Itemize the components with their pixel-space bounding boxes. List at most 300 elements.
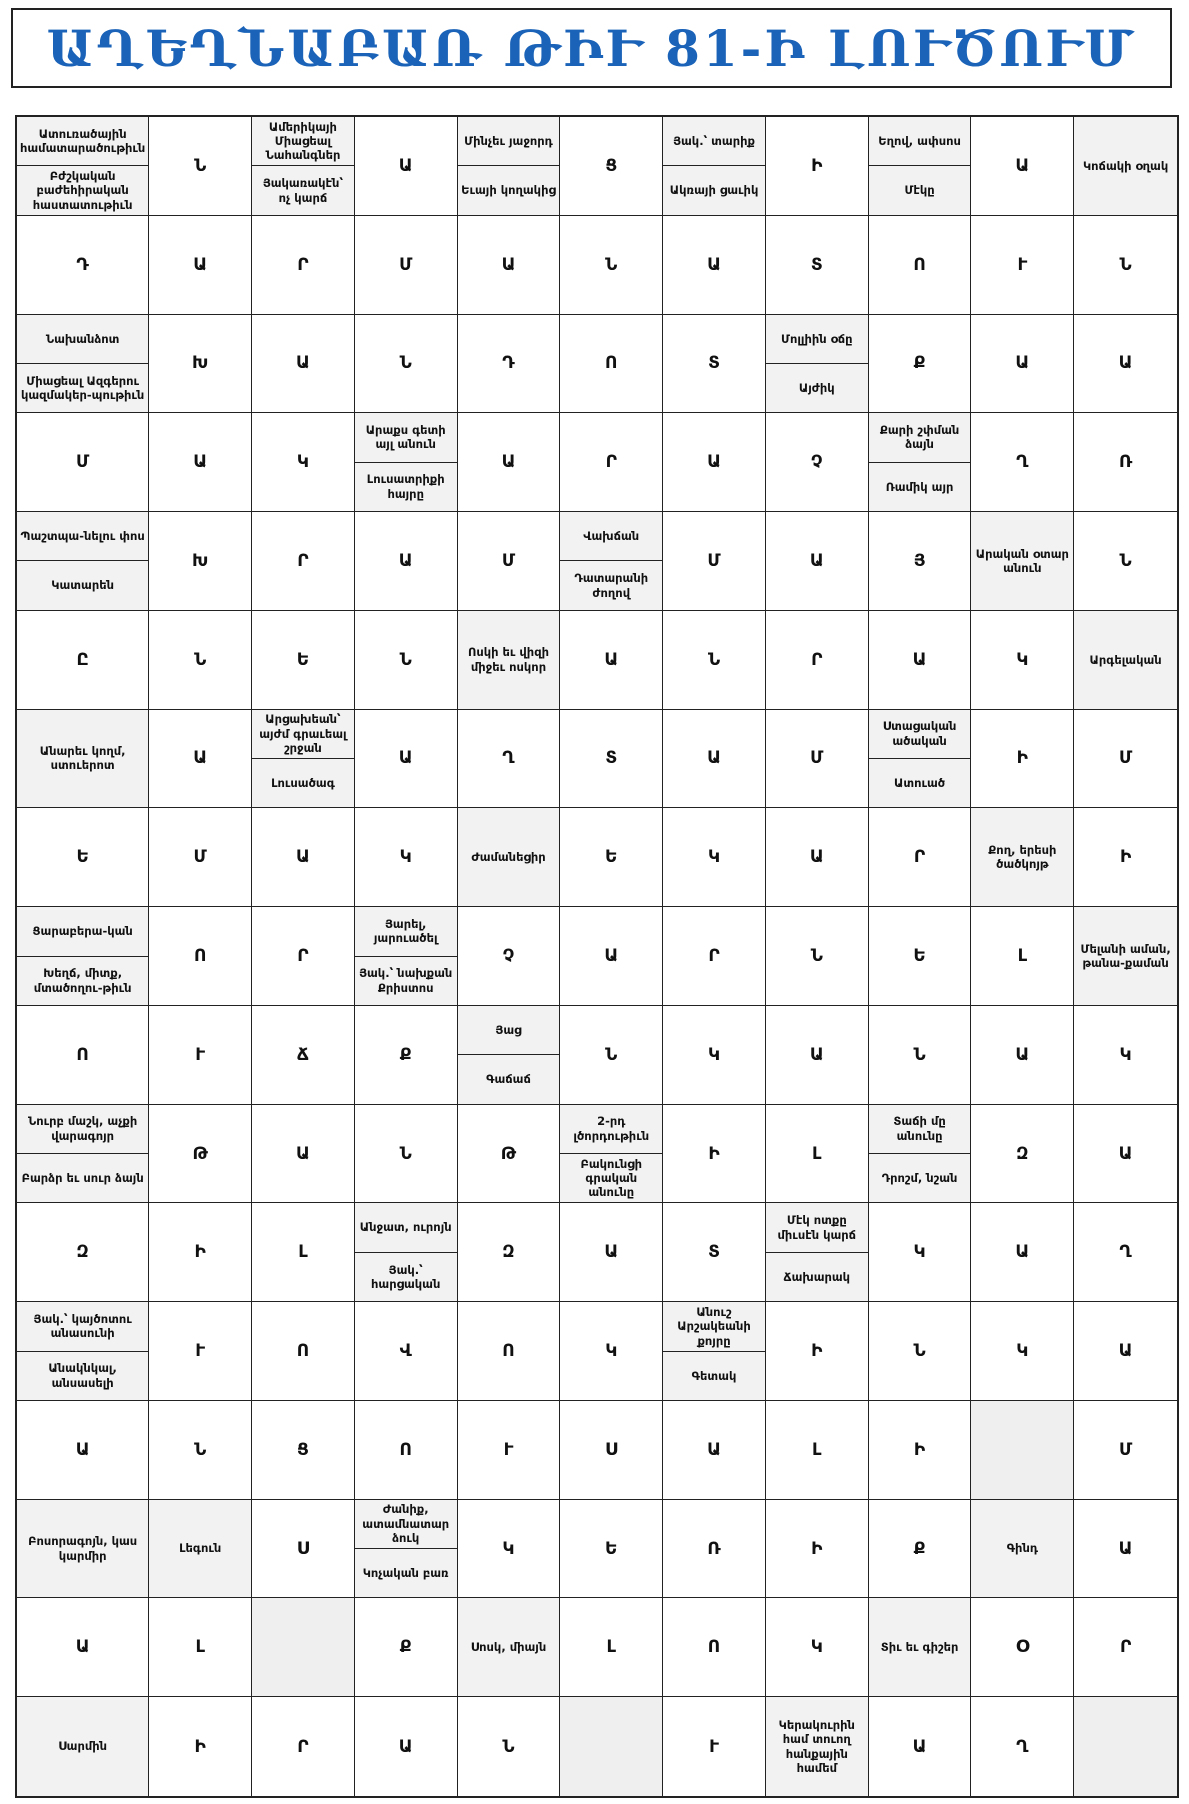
letter: Ո <box>605 353 618 374</box>
clue-cell <box>971 808 1074 907</box>
letter-cell <box>355 710 458 809</box>
letter-cell <box>766 1598 869 1697</box>
letter-cell <box>869 907 972 1006</box>
clue-text: Ոսկի եւ վիզի միջեւ ոսկոր <box>467 645 549 674</box>
clue-cell <box>355 1203 458 1302</box>
clue-text: Կոչական բառ <box>355 1548 457 1597</box>
letter: Ա <box>398 550 413 571</box>
letter-cell <box>149 1302 252 1401</box>
letter: Զ <box>502 1242 515 1263</box>
clue-text: Ժանիք, ատամնատար ձուկ <box>362 1502 450 1546</box>
letter: Ո <box>399 1439 412 1460</box>
letter-cell <box>663 710 766 809</box>
letter-cell <box>1074 1203 1177 1302</box>
letter: Խ <box>192 353 209 374</box>
letter-cell <box>355 216 458 315</box>
letter: Կ <box>810 1637 823 1658</box>
letter: Օ <box>1015 1637 1029 1658</box>
letter: Կ <box>707 847 721 868</box>
letter: Կ <box>1016 1341 1029 1362</box>
letter: Ո <box>913 254 926 275</box>
letter: Ղ <box>502 748 515 769</box>
clue-cell <box>17 315 149 414</box>
letter-cell <box>355 1401 458 1500</box>
letter-cell <box>560 1500 663 1599</box>
clue-cell <box>17 907 149 1006</box>
clue-text: Գետակ <box>663 1351 765 1400</box>
letter: Ա <box>398 1736 413 1757</box>
clue-text: Յաց <box>495 1022 522 1037</box>
letter: Չ <box>502 945 515 966</box>
letter-cell <box>1074 512 1177 611</box>
letter-cell <box>355 1105 458 1204</box>
letter: Ո <box>76 1044 89 1065</box>
clue-cell <box>149 1500 252 1599</box>
letter-cell <box>252 611 355 710</box>
letter: Կ <box>1016 649 1029 670</box>
clue-cell <box>458 1006 561 1105</box>
letter: Ա <box>398 748 413 769</box>
letter: Ս <box>296 1538 310 1559</box>
clue-cell <box>869 1105 972 1204</box>
letter: Ա <box>296 847 310 868</box>
clue-cell <box>971 512 1074 611</box>
clue-text: Դատարանի ժողով <box>560 560 662 609</box>
clue-text: Նախանձոտ <box>45 331 120 346</box>
clue-cell <box>355 1500 458 1599</box>
letter-cell <box>971 710 1074 809</box>
letter: Ս <box>605 1439 618 1460</box>
letter: Մ <box>1118 748 1133 769</box>
clue-text: 2-րդ լծորդութիւն <box>573 1114 650 1143</box>
clue-cell <box>1074 907 1177 1006</box>
letter-cell <box>663 1105 766 1204</box>
letter: Ա <box>75 1637 90 1658</box>
letter: Մ <box>1118 1439 1133 1460</box>
letter: Ա <box>809 1044 824 1065</box>
letter-cell <box>149 1006 252 1105</box>
clue-text: Մէկ ոտքը միւսէն կարճ <box>777 1213 857 1242</box>
clue-cell <box>17 1105 149 1204</box>
clue-text: Ստացական ածական <box>882 719 957 748</box>
letter-cell <box>560 1302 663 1401</box>
letter-cell <box>971 1302 1074 1401</box>
letter-cell <box>663 1006 766 1105</box>
letter-cell <box>1074 1006 1177 1105</box>
letter-cell <box>149 216 252 315</box>
letter-cell <box>149 315 252 414</box>
letter-cell <box>663 1203 766 1302</box>
clue-text: Սոսկ, միայն <box>470 1640 547 1655</box>
letter: Տ <box>708 353 720 374</box>
letter: Ա <box>809 847 824 868</box>
letter: Ա <box>707 254 721 275</box>
clue-text: Պաշտպա-նելու փոս <box>20 529 145 544</box>
letter: Ե <box>76 847 89 868</box>
clue-text: Այժիկ <box>766 363 868 412</box>
clue-text: Մինչեւ յաջորդ <box>464 134 553 148</box>
letter: Մ <box>399 254 413 275</box>
letter: Ղ <box>1016 1736 1029 1757</box>
letter-cell <box>252 907 355 1006</box>
letter-cell <box>252 1302 355 1401</box>
letter: Ռ <box>1118 452 1133 473</box>
letter-cell <box>869 808 972 907</box>
letter: Ն <box>502 1736 515 1757</box>
clue-text: Ատուած <box>869 758 971 807</box>
letter: Ա <box>1015 155 1030 176</box>
letter: Մ <box>707 550 721 571</box>
letter: Ր <box>1119 1637 1132 1658</box>
letter: Ր <box>605 452 617 473</box>
clue-text: Արցախեան՝ այժմ գրաւեալ շրջան <box>259 712 347 755</box>
letter: Մ <box>76 452 90 473</box>
letter: Ն <box>810 945 823 966</box>
clue-text: Յակառակէն՝ ոչ կարճ <box>252 165 354 214</box>
letter-cell <box>252 808 355 907</box>
crossword-grid <box>15 115 1179 1798</box>
letter-cell <box>560 710 663 809</box>
clue-text: Խեղճ, միտք, մտածողու-թիւն <box>17 956 148 1005</box>
letter: Ն <box>194 155 207 176</box>
letter-cell <box>766 1302 869 1401</box>
clue-text: Յակ.՝ տարիք <box>673 134 755 148</box>
letter-cell <box>971 1203 1074 1302</box>
letter-cell <box>560 315 663 414</box>
letter: Ճ <box>296 1044 309 1065</box>
clue-cell <box>252 117 355 216</box>
letter: Ւ <box>503 1439 514 1460</box>
letter-cell <box>355 1598 458 1697</box>
letter: Ւ <box>195 1044 206 1065</box>
letter-cell <box>458 512 561 611</box>
letter: Ն <box>605 1044 618 1065</box>
letter-cell <box>971 117 1074 216</box>
letter-cell <box>149 907 252 1006</box>
letter: Ե <box>913 945 926 966</box>
letter: Ի <box>811 155 823 176</box>
letter: Ն <box>913 1044 926 1065</box>
letter-cell <box>1074 1401 1177 1500</box>
clue-text: Ճախարակ <box>766 1252 868 1301</box>
clue-text: Եղով, ափսոս <box>878 134 961 148</box>
letter: Ր <box>297 254 309 275</box>
letter-cell <box>1074 413 1177 512</box>
clue-cell <box>17 1500 149 1599</box>
letter: Դ <box>502 353 515 374</box>
clue-cell <box>560 512 663 611</box>
letter: Կ <box>605 1341 618 1362</box>
letter: Ի <box>811 1341 823 1362</box>
clue-text: Մելանի աման, թանա-քաման <box>1080 941 1171 970</box>
letter: Յ <box>913 550 926 571</box>
letter-cell <box>560 117 663 216</box>
letter: Ք <box>399 1637 412 1658</box>
blank-cell <box>560 1697 663 1796</box>
letter-cell <box>458 1500 561 1599</box>
letter: Ց <box>605 155 618 176</box>
letter-cell <box>766 710 869 809</box>
letter-cell <box>458 413 561 512</box>
letter-cell <box>149 1401 252 1500</box>
clue-cell <box>17 512 149 611</box>
letter: Ա <box>1118 1538 1133 1559</box>
clue-cell <box>1074 611 1177 710</box>
letter: Ա <box>193 748 208 769</box>
letter-cell <box>149 1105 252 1204</box>
letter: Լ <box>195 1637 205 1658</box>
letter: Ի <box>1016 748 1028 769</box>
letter-cell <box>252 1697 355 1796</box>
letter-cell <box>869 1006 972 1105</box>
letter-cell <box>252 1401 355 1500</box>
clue-text: Ռամիկ այր <box>869 462 971 511</box>
letter: Ղ <box>1016 452 1029 473</box>
letter-cell <box>869 216 972 315</box>
letter-cell <box>458 1401 561 1500</box>
letter: Ր <box>297 550 309 571</box>
clue-text: Յակ.՝ կայծոտու անասունի <box>33 1311 132 1341</box>
letter: Կ <box>707 1044 721 1065</box>
letter-cell <box>458 907 561 1006</box>
letter-cell <box>1074 1105 1177 1204</box>
clue-cell <box>252 710 355 809</box>
letter: Թ <box>500 1143 517 1164</box>
letter-cell <box>766 1500 869 1599</box>
clue-text: Ամերիկայի Միացեալ Նահանգներ <box>265 119 341 163</box>
letter: Ռ <box>707 1538 721 1559</box>
clue-cell <box>766 1697 869 1796</box>
letter: Ի <box>194 1736 206 1757</box>
letter: Ա <box>75 1439 90 1460</box>
letter: Կ <box>502 1538 515 1559</box>
letter: Ր <box>297 945 309 966</box>
letter-cell <box>17 1203 149 1302</box>
clue-cell <box>869 117 972 216</box>
letter: Չ <box>811 452 823 473</box>
letter-cell <box>663 315 766 414</box>
letter-cell <box>458 1203 561 1302</box>
clue-text: Միացեալ Ազգերու կազմակեր-պութիւն <box>17 363 148 412</box>
letter: Ց <box>297 1439 309 1460</box>
clue-text: Կատարեն <box>17 560 148 609</box>
letter: Ը <box>76 649 89 670</box>
clue-cell <box>458 808 561 907</box>
letter-cell <box>355 315 458 414</box>
letter: Ր <box>811 649 823 670</box>
clue-text: Ցարաբերա-կան <box>32 924 133 939</box>
letter: Լ <box>606 1637 616 1658</box>
letter: Ր <box>708 945 720 966</box>
letter-cell <box>355 1006 458 1105</box>
letter-cell <box>458 1697 561 1796</box>
letter-cell <box>560 216 663 315</box>
letter: Ւ <box>1017 254 1028 275</box>
clue-text: Յակ.՝ հարցական <box>355 1252 457 1301</box>
letter: Ղ <box>1119 1242 1132 1263</box>
clue-cell <box>869 1598 972 1697</box>
letter-cell <box>560 808 663 907</box>
clue-text: Բոսորագոյն, կաս կարմիր <box>28 1534 138 1563</box>
letter-cell <box>1074 710 1177 809</box>
letter: Ւ <box>709 1736 719 1757</box>
letter: Ե <box>296 649 310 670</box>
letter-cell <box>766 512 869 611</box>
letter-cell <box>252 1203 355 1302</box>
letter: Ն <box>605 254 618 275</box>
letter-cell <box>971 611 1074 710</box>
letter-cell <box>663 1500 766 1599</box>
letter: Ա <box>296 1143 310 1164</box>
letter-cell <box>17 413 149 512</box>
letter-cell <box>252 315 355 414</box>
clue-text: Ատուռածային համատարածութիւն <box>20 126 146 156</box>
letter-cell <box>149 611 252 710</box>
letter-cell <box>560 907 663 1006</box>
clue-cell <box>766 1203 869 1302</box>
letter: Ա <box>604 945 619 966</box>
letter-cell <box>766 413 869 512</box>
letter: Ա <box>707 1439 721 1460</box>
clue-text: Քարի շփման ձայն <box>879 423 960 452</box>
letter: Ի <box>913 1439 926 1460</box>
letter: Ա <box>1015 1044 1030 1065</box>
letter-cell <box>869 1697 972 1796</box>
letter: Մ <box>193 847 207 868</box>
clue-text: Անակնկալ, անսասելի <box>17 1351 148 1400</box>
letter-cell <box>971 907 1074 1006</box>
letter-cell <box>355 808 458 907</box>
letter-cell <box>663 808 766 907</box>
letter-cell <box>1074 1500 1177 1599</box>
letter: Լ <box>812 1439 822 1460</box>
letter-cell <box>1074 216 1177 315</box>
clue-cell <box>458 117 561 216</box>
letter: Ն <box>194 649 207 670</box>
letter-cell <box>869 1302 972 1401</box>
clue-text: Անարեւ կողմ, ստուերոտ <box>39 744 126 773</box>
letter: Ա <box>296 353 310 374</box>
letter: Կ <box>1119 1044 1132 1065</box>
letter: Կ <box>399 847 412 868</box>
letter: Ա <box>1118 353 1133 374</box>
clue-cell <box>355 907 458 1006</box>
letter: Լ <box>1017 945 1028 966</box>
letter-cell <box>17 1598 149 1697</box>
clue-text: Ակռայի ցաւիկ <box>663 165 765 214</box>
clue-text: Արաքս գետի այլ անուն <box>365 423 446 452</box>
letter-cell <box>252 512 355 611</box>
letter: Ք <box>913 1538 926 1559</box>
clue-text: Տաճի մը անունը <box>893 1114 946 1143</box>
letter-cell <box>663 512 766 611</box>
letter-cell <box>766 117 869 216</box>
letter-cell <box>1074 315 1177 414</box>
letter: Ե <box>605 847 618 868</box>
letter-cell <box>971 1105 1074 1204</box>
clue-text: Մէկը <box>869 165 971 214</box>
page-title: ԱՂԵՂՆԱԲԱՌ ԹԻՒ 81-Ի ԼՈՒԾՈՒՄ <box>46 18 1137 78</box>
clue-cell <box>355 413 458 512</box>
clue-cell <box>560 1105 663 1204</box>
letter: Մ <box>501 550 516 571</box>
letter-cell <box>355 1302 458 1401</box>
letter-cell <box>1074 1302 1177 1401</box>
letter: Ւ <box>195 1341 206 1362</box>
letter: Ի <box>811 1538 823 1559</box>
letter: Ա <box>912 649 927 670</box>
letter-cell <box>17 1401 149 1500</box>
letter-cell <box>869 611 972 710</box>
letter-cell <box>971 1598 1074 1697</box>
letter: Ք <box>913 353 926 374</box>
letter-cell <box>560 611 663 710</box>
letter-cell <box>355 117 458 216</box>
letter-cell <box>663 907 766 1006</box>
letter-cell <box>869 512 972 611</box>
clue-text: Գաճաճ <box>458 1054 560 1103</box>
clue-text: Ժամանեցիր <box>471 850 546 865</box>
letter: Դ <box>76 254 89 275</box>
letter-cell <box>971 413 1074 512</box>
letter-cell <box>560 413 663 512</box>
letter-cell <box>766 1401 869 1500</box>
clue-cell <box>17 1302 149 1401</box>
clue-cell <box>1074 117 1177 216</box>
clue-text: Արական օտար անուն <box>975 546 1069 575</box>
letter: Մ <box>810 748 824 769</box>
clue-text: Լուսատրիքի հայրը <box>355 462 457 511</box>
letter-cell <box>252 1105 355 1204</box>
letter: Տ <box>810 254 823 275</box>
letter: Ա <box>707 748 721 769</box>
clue-text: Լուսածագ <box>252 758 354 807</box>
clue-cell <box>663 117 766 216</box>
letter-cell <box>560 1006 663 1105</box>
clue-text: Սարմին <box>58 1739 108 1754</box>
clue-text: Դրոշմ, նշան <box>869 1153 971 1202</box>
letter-cell <box>766 1105 869 1204</box>
letter-cell <box>252 1006 355 1105</box>
letter-cell <box>17 1006 149 1105</box>
letter: Ա <box>501 452 516 473</box>
title-box <box>11 8 1172 88</box>
letter-cell <box>149 117 252 216</box>
letter-cell <box>17 216 149 315</box>
letter-cell <box>149 512 252 611</box>
letter: Ի <box>708 1143 720 1164</box>
letter-cell <box>17 808 149 907</box>
letter: Լ <box>812 1143 822 1164</box>
clue-text: Տիւ եւ գիշեր <box>880 1640 959 1655</box>
letter-cell <box>355 512 458 611</box>
letter: Ր <box>913 847 926 868</box>
letter: Զ <box>1016 1143 1029 1164</box>
letter-cell <box>1074 1598 1177 1697</box>
letter-cell <box>560 1203 663 1302</box>
clue-text: Անուշ Արշակեանի քոյրը <box>677 1304 751 1348</box>
clue-text: Նուրբ մաշկ, աչքի վարագոյր <box>28 1114 138 1143</box>
letter: Ա <box>604 1242 619 1263</box>
letter: Վ <box>399 1341 412 1362</box>
letter-cell <box>252 1500 355 1599</box>
letter-cell <box>560 1598 663 1697</box>
clue-cell <box>458 1598 561 1697</box>
letter: Ա <box>398 155 413 176</box>
clue-cell <box>869 710 972 809</box>
letter-cell <box>355 611 458 710</box>
clue-text: Բժշկական բաժեհիրական հաստատութիւն <box>17 165 148 214</box>
